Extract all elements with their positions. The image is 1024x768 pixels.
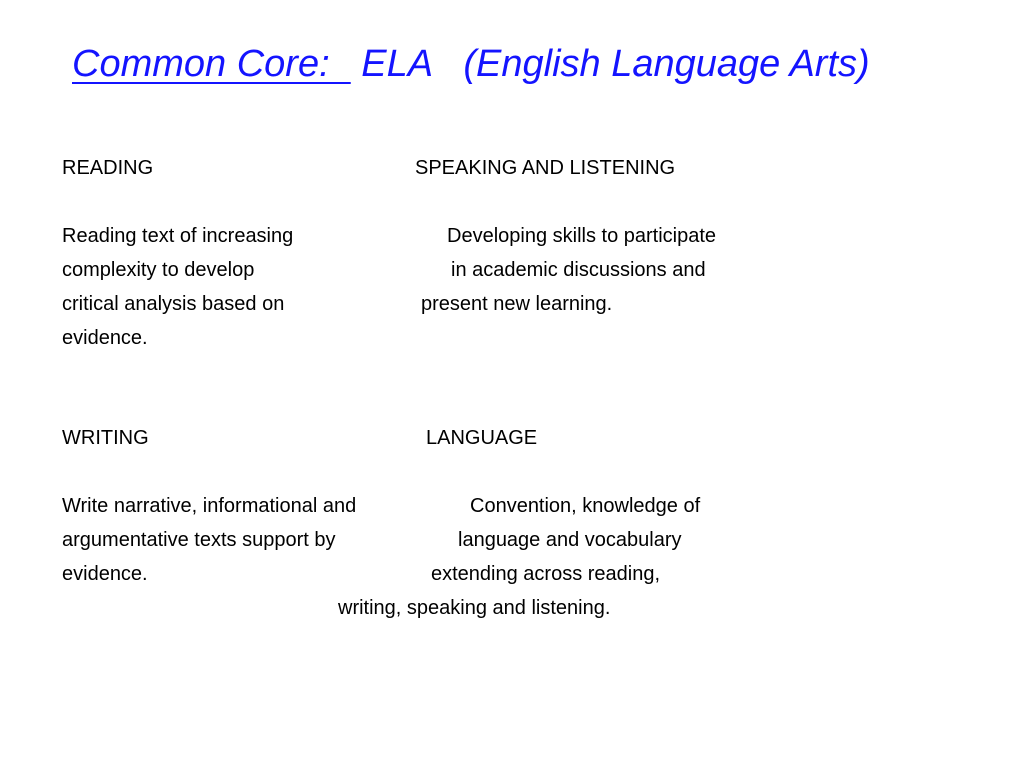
language-line-2: language and vocabulary bbox=[458, 529, 682, 551]
speaking-listening-line-1: Developing skills to participate bbox=[447, 225, 717, 247]
language-line-1: Convention, knowledge of bbox=[470, 495, 701, 517]
language-line-4: writing, speaking and listening. bbox=[338, 597, 611, 619]
language-heading: LANGUAGE bbox=[426, 427, 538, 449]
reading-line-4: evidence. bbox=[62, 327, 148, 349]
writing-line-3: evidence. bbox=[62, 563, 148, 585]
writing-heading: WRITING bbox=[62, 427, 149, 449]
reading-line-2: complexity to develop bbox=[62, 259, 255, 281]
reading-line-1: Reading text of increasing bbox=[62, 225, 294, 247]
writing-line-1: Write narrative, informational and bbox=[62, 495, 357, 517]
speaking-listening-line-2: in academic discussions and bbox=[451, 259, 706, 281]
title-underlined-part: Common Core: bbox=[72, 43, 351, 85]
reading-heading: READING bbox=[62, 157, 154, 179]
writing-line-2: argumentative texts support by bbox=[62, 529, 336, 551]
language-line-3: extending across reading, bbox=[431, 563, 661, 585]
reading-line-3: critical analysis based on bbox=[62, 293, 285, 315]
slide-title bbox=[72, 38, 870, 90]
speaking-listening-line-3: present new learning. bbox=[421, 293, 613, 315]
speaking-listening-heading: SPEAKING AND LISTENING bbox=[415, 157, 676, 179]
title-rest: ELA (English Language Arts) bbox=[350, 43, 870, 85]
